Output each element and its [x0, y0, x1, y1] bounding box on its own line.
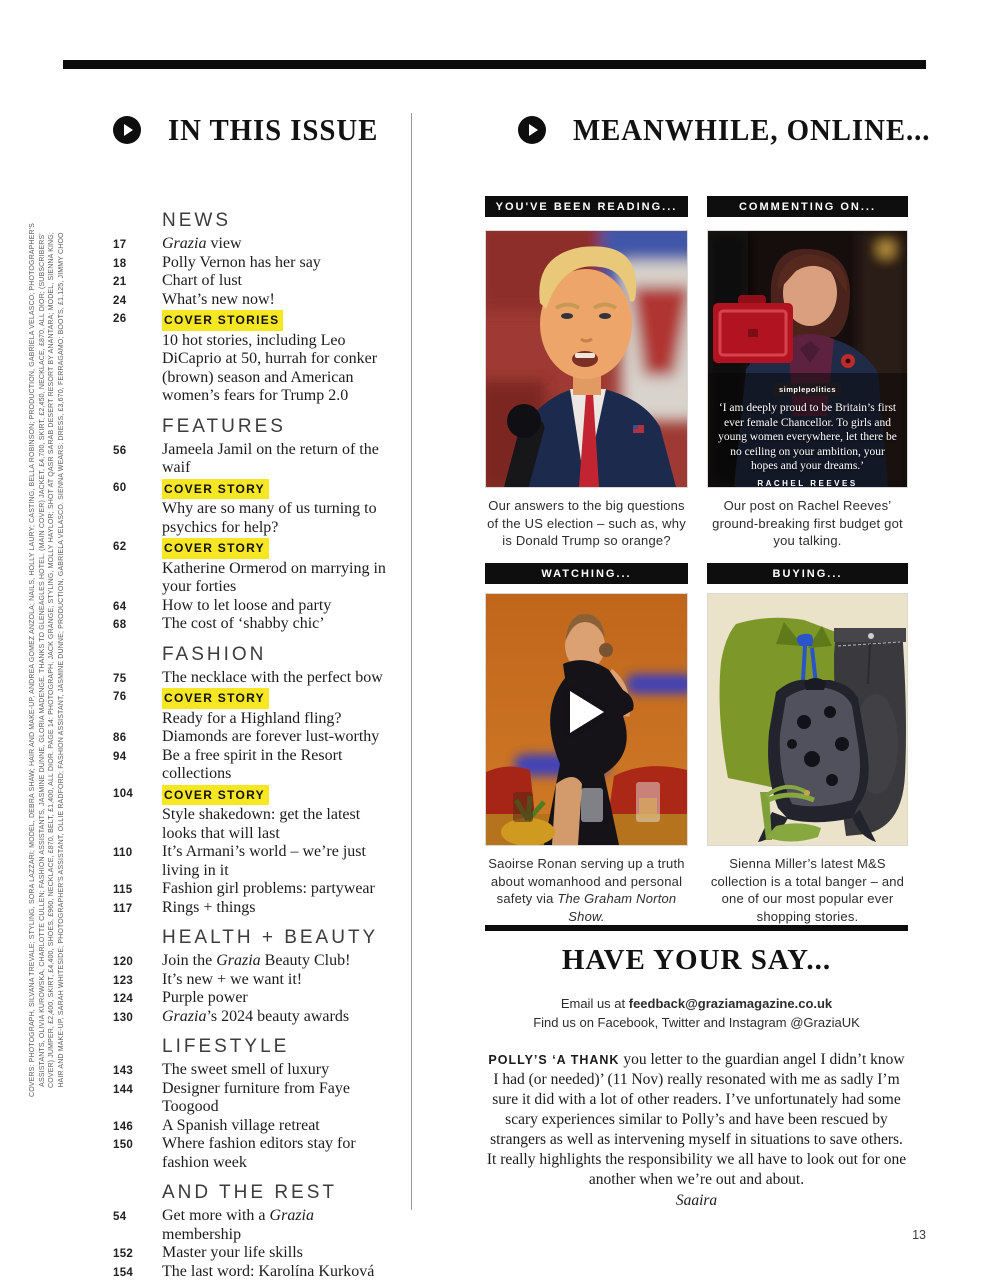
item-title: The necklace with the perfect bow	[162, 668, 383, 686]
item-title: The sweet smell of luxury	[162, 1061, 330, 1078]
toc-item	[113, 309, 401, 406]
credits-line: HAIR AND MAKE-UP, SARAH WHITESIDE; PHOTOGRAPHER'S ASSISTANT, OLLIE RADFORD; FASHION ASSISTANT, JASMINE DUNNE; PRODUCTION, GABRIELA VELASCO. SIENNA WEARS: DRESS, £3,670, FERRAGAMO; BOOTS, £1,125, JIMMY CHOO	[57, 232, 65, 1088]
page-number: 13	[912, 1228, 926, 1242]
item-title: Get more with a Grazia membership	[162, 1207, 314, 1243]
item-title: Purple power	[162, 989, 248, 1006]
item-title: Chart of lust	[162, 272, 242, 289]
email-line: Email us at feedback@graziamagazine.co.uk	[560, 996, 833, 1011]
letter-signature: Saaira	[675, 1192, 718, 1209]
toc-item	[113, 1263, 401, 1280]
item-title: What’s new now!	[162, 290, 275, 308]
toc-header	[113, 112, 394, 148]
item-title: COVER STORIES 10 hot stories, including Leo DiCaprio at 50, hurrah for conker (brown) season and American women’s fears for Trump 2.0	[162, 309, 397, 406]
item-page-number: 117	[113, 902, 133, 915]
photo-sienna-products	[707, 593, 908, 846]
toc-item	[113, 441, 401, 478]
item-page-number: 76	[113, 691, 127, 703]
online-header	[518, 112, 957, 148]
contact-lines	[485, 994, 908, 1032]
toc-item	[113, 272, 401, 291]
reader-letter	[485, 1050, 908, 1211]
caption-reading: Our answers to the big questions of the US election – such as, why is Donald Trump so orange?	[487, 498, 686, 548]
item-page-number: 144	[113, 1083, 134, 1096]
item-title: Diamonds are forever lust-worthy	[162, 728, 380, 745]
section-header-news: NEWS	[162, 210, 231, 231]
toc-item	[113, 615, 401, 634]
item-title: It’s new + we want it!	[162, 970, 303, 988]
item-page-number: 146	[113, 1120, 134, 1133]
item-title: Grazia’s 2024 beauty awards	[162, 1007, 350, 1025]
products-illustration	[708, 594, 907, 845]
item-title: COVER STORY Ready for a Highland fling?	[162, 687, 397, 728]
play-button-icon	[570, 691, 604, 733]
cover-story-tag: COVER STORY	[162, 688, 269, 709]
column-divider	[411, 113, 412, 1210]
social-line: Find us on Facebook, Twitter and Instagram @GraziaUK	[533, 1015, 860, 1030]
item-title: COVER STORY Why are so many of us turning to psychics for help?	[162, 478, 397, 538]
credits-line: COVERS: PHOTOGRAPH, SILVANA TREVALE; STYLING, SORA LAZZARI; MODEL, DEBRA SHAW; HAIR AND MAKE-UP, ANDREA GOMEZ ANZOLA; NAILS, HOLLY LAURY; CASTING, BELLA ROBINSON; PRODUCTION, GABRIELA VELASCO; PHOTOGRAPHER'S	[29, 223, 36, 1097]
toc-item	[113, 728, 401, 747]
have-your-say-title: HAVE YOUR SAY...	[561, 944, 832, 976]
toc-title: IN THIS ISSUE	[168, 112, 379, 147]
item-page-number: 115	[113, 884, 133, 896]
item-page-number: 64	[113, 600, 127, 613]
item-title: Grazia view	[162, 235, 242, 252]
toc-item	[113, 669, 401, 688]
credits-line: COVER) JUMPER, £2,400, SKIRT, £4,400, SHOES, £960, NECKLACE, £870, BELT, £1,400, ALL DIOR. PAGE 14: PHOTOGRAPH, JACK GRANGE; STYLING, MOLLY HAYLOR; SHOT AT QASR SARAB DESERT RESORT BY ANANTARA; MODEL, SIENNA KING;	[48, 232, 56, 1088]
reeves-quote-overlay	[708, 379, 907, 488]
top-rule	[63, 60, 926, 69]
item-title: Be a free spirit in the Resort collections	[162, 746, 343, 782]
toc-item	[113, 597, 401, 616]
cover-story-tag: COVER STORY	[162, 479, 269, 500]
toc-item	[113, 1244, 401, 1263]
photo-donald-trump	[485, 230, 688, 488]
toc-item	[113, 254, 401, 273]
toc-item	[113, 989, 401, 1008]
toc-item	[113, 747, 401, 784]
toc-item	[113, 1135, 401, 1172]
section-header-fashion: FASHION	[162, 643, 267, 665]
simplepolitics-badge: simplepolitics	[774, 383, 841, 396]
toc-item	[113, 784, 401, 844]
toc-item	[113, 880, 401, 899]
toc-item	[113, 971, 401, 990]
toc-item	[113, 1080, 401, 1117]
email-address: feedback@graziamagazine.co.uk	[628, 996, 833, 1011]
label-youve-been-reading: YOU'VE BEEN READING...	[485, 196, 688, 217]
trump-illustration	[486, 231, 687, 487]
item-page-number: 150	[113, 1139, 134, 1151]
caption-buying: Sienna Miller’s latest M&S collection is a total banger – and one of our most popular ever shopping stories.	[710, 856, 905, 924]
section-divider-bar	[485, 925, 908, 931]
toc-item	[113, 291, 401, 310]
item-page-number: 62	[113, 541, 127, 553]
item-title: COVER STORY Style shakedown: get the latest looks that will last	[162, 784, 397, 844]
item-page-number: 24	[113, 294, 127, 307]
item-title: Rings + things	[162, 898, 256, 916]
item-title: A Spanish village retreat	[162, 1116, 320, 1134]
item-title: The last word: Karolína Kurková	[162, 1262, 375, 1280]
label-commenting-on: COMMENTING ON...	[707, 196, 908, 217]
section-header-features: FEATURES	[162, 415, 286, 437]
item-page-number: 124	[113, 993, 134, 1005]
toc-item	[113, 537, 401, 597]
item-page-number: 26	[113, 313, 127, 325]
item-page-number: 154	[113, 1266, 134, 1279]
item-page-number: 75	[113, 672, 127, 685]
item-title: How to let loose and party	[162, 596, 332, 614]
section-header-lifestyle: LIFESTYLE	[162, 1036, 290, 1057]
item-page-number: 21	[113, 276, 127, 288]
toc-item	[113, 1117, 401, 1136]
cover-story-tag: COVER STORY	[162, 785, 269, 806]
section-header-and-the-rest: AND THE REST	[162, 1182, 338, 1203]
toc-item	[113, 952, 401, 971]
photo-credits	[28, 110, 72, 1210]
item-title: Join the Grazia Beauty Club!	[162, 952, 351, 969]
reeves-quote: ‘I am deeply proud to be Britain’s first ever female Chancellor. To girls and young women everywhere, let there be no ceiling on your ambition, your hopes and your dreams.’	[718, 402, 897, 472]
online-title: MEANWHILE, ONLINE...	[573, 112, 931, 147]
toc-column	[113, 200, 401, 1280]
credits-line: ASSISTANTS, OLIVIA KUROWSKA, CHARLOTTE CULLEN; FASHION ASSISTANTS, JASMINE DUNNE, GLORIA MADENGE. THANKS TO GLENEAGLES HOTEL. (MAIN COVER) JACKET, £4,700, SKIRT, £2,450, NECKLACE, £870, ALL DIOR; (SUBSCRIBERS'	[38, 233, 46, 1087]
photo-saoirse-ronan-video	[485, 593, 688, 846]
item-page-number: 68	[113, 619, 127, 631]
item-page-number: 123	[113, 974, 134, 987]
toc-item	[113, 1207, 401, 1244]
item-page-number: 17	[113, 239, 127, 251]
item-page-number: 94	[113, 750, 127, 763]
item-page-number: 130	[113, 1011, 134, 1024]
caption-watching: Saoirse Ronan serving up a truth about womanhood and personal safety via The Graham Norton Show.	[488, 856, 685, 924]
item-title: Designer furniture from Faye Toogood	[162, 1079, 350, 1115]
item-page-number: 86	[113, 732, 127, 744]
label-watching: WATCHING...	[485, 563, 688, 584]
item-page-number: 152	[113, 1248, 134, 1260]
item-page-number: 110	[113, 847, 133, 859]
cover-story-tag: COVER STORIES	[162, 310, 283, 331]
item-page-number: 120	[113, 956, 134, 968]
toc-item	[113, 843, 401, 880]
cover-story-tag: COVER STORY	[162, 538, 269, 559]
toc-item	[113, 478, 401, 538]
item-title: Polly Vernon has her say	[162, 253, 321, 271]
toc-item	[113, 899, 401, 918]
item-title: It’s Armani’s world – we’re just living in it	[162, 843, 366, 879]
item-title: Master your life skills	[162, 1244, 303, 1261]
item-page-number: 56	[113, 444, 127, 457]
play-circle-icon	[113, 116, 141, 144]
letter-body: you letter to the guardian angel I didn’t know I had (or needed)’ (11 Nov) really resonated with me as sadly I’m sure it did with a lot of other readers. I’ve unfortunately had some scary experiences similar to Polly’s and have been rescued by strangers as well as intervening myself in situations to save others. It really highlights the responsibility we all have to look out for one another when we’re out and about.	[486, 1051, 907, 1188]
item-title: Fashion girl problems: partywear	[162, 880, 375, 897]
toc-item	[113, 687, 401, 728]
item-title: Where fashion editors stay for fashion week	[162, 1135, 356, 1171]
toc-item	[113, 1061, 401, 1080]
item-title: The cost of ‘shabby chic’	[162, 615, 325, 632]
section-header-health-beauty: HEALTH + BEAUTY	[162, 927, 379, 948]
item-title: Jameela Jamil on the return of the waif	[162, 440, 379, 476]
item-page-number: 104	[113, 787, 134, 800]
item-page-number: 143	[113, 1065, 134, 1077]
item-title: COVER STORY Katherine Ormerod on marrying in your forties	[162, 537, 397, 597]
reeves-attribution: RACHEL REEVES	[757, 478, 858, 488]
photo-rachel-reeves	[707, 230, 908, 488]
play-circle-icon	[518, 116, 546, 144]
item-page-number: 18	[113, 257, 127, 270]
label-buying: BUYING...	[707, 563, 908, 584]
caption-commenting: Our post on Rachel Reeves’ ground-breaking first budget got you talking.	[712, 498, 903, 548]
toc-item	[113, 235, 401, 254]
toc-item	[113, 1008, 401, 1027]
item-page-number: 60	[113, 481, 127, 494]
letter-lead: POLLY’S ‘A THANK	[488, 1053, 620, 1067]
item-page-number: 54	[113, 1211, 127, 1223]
